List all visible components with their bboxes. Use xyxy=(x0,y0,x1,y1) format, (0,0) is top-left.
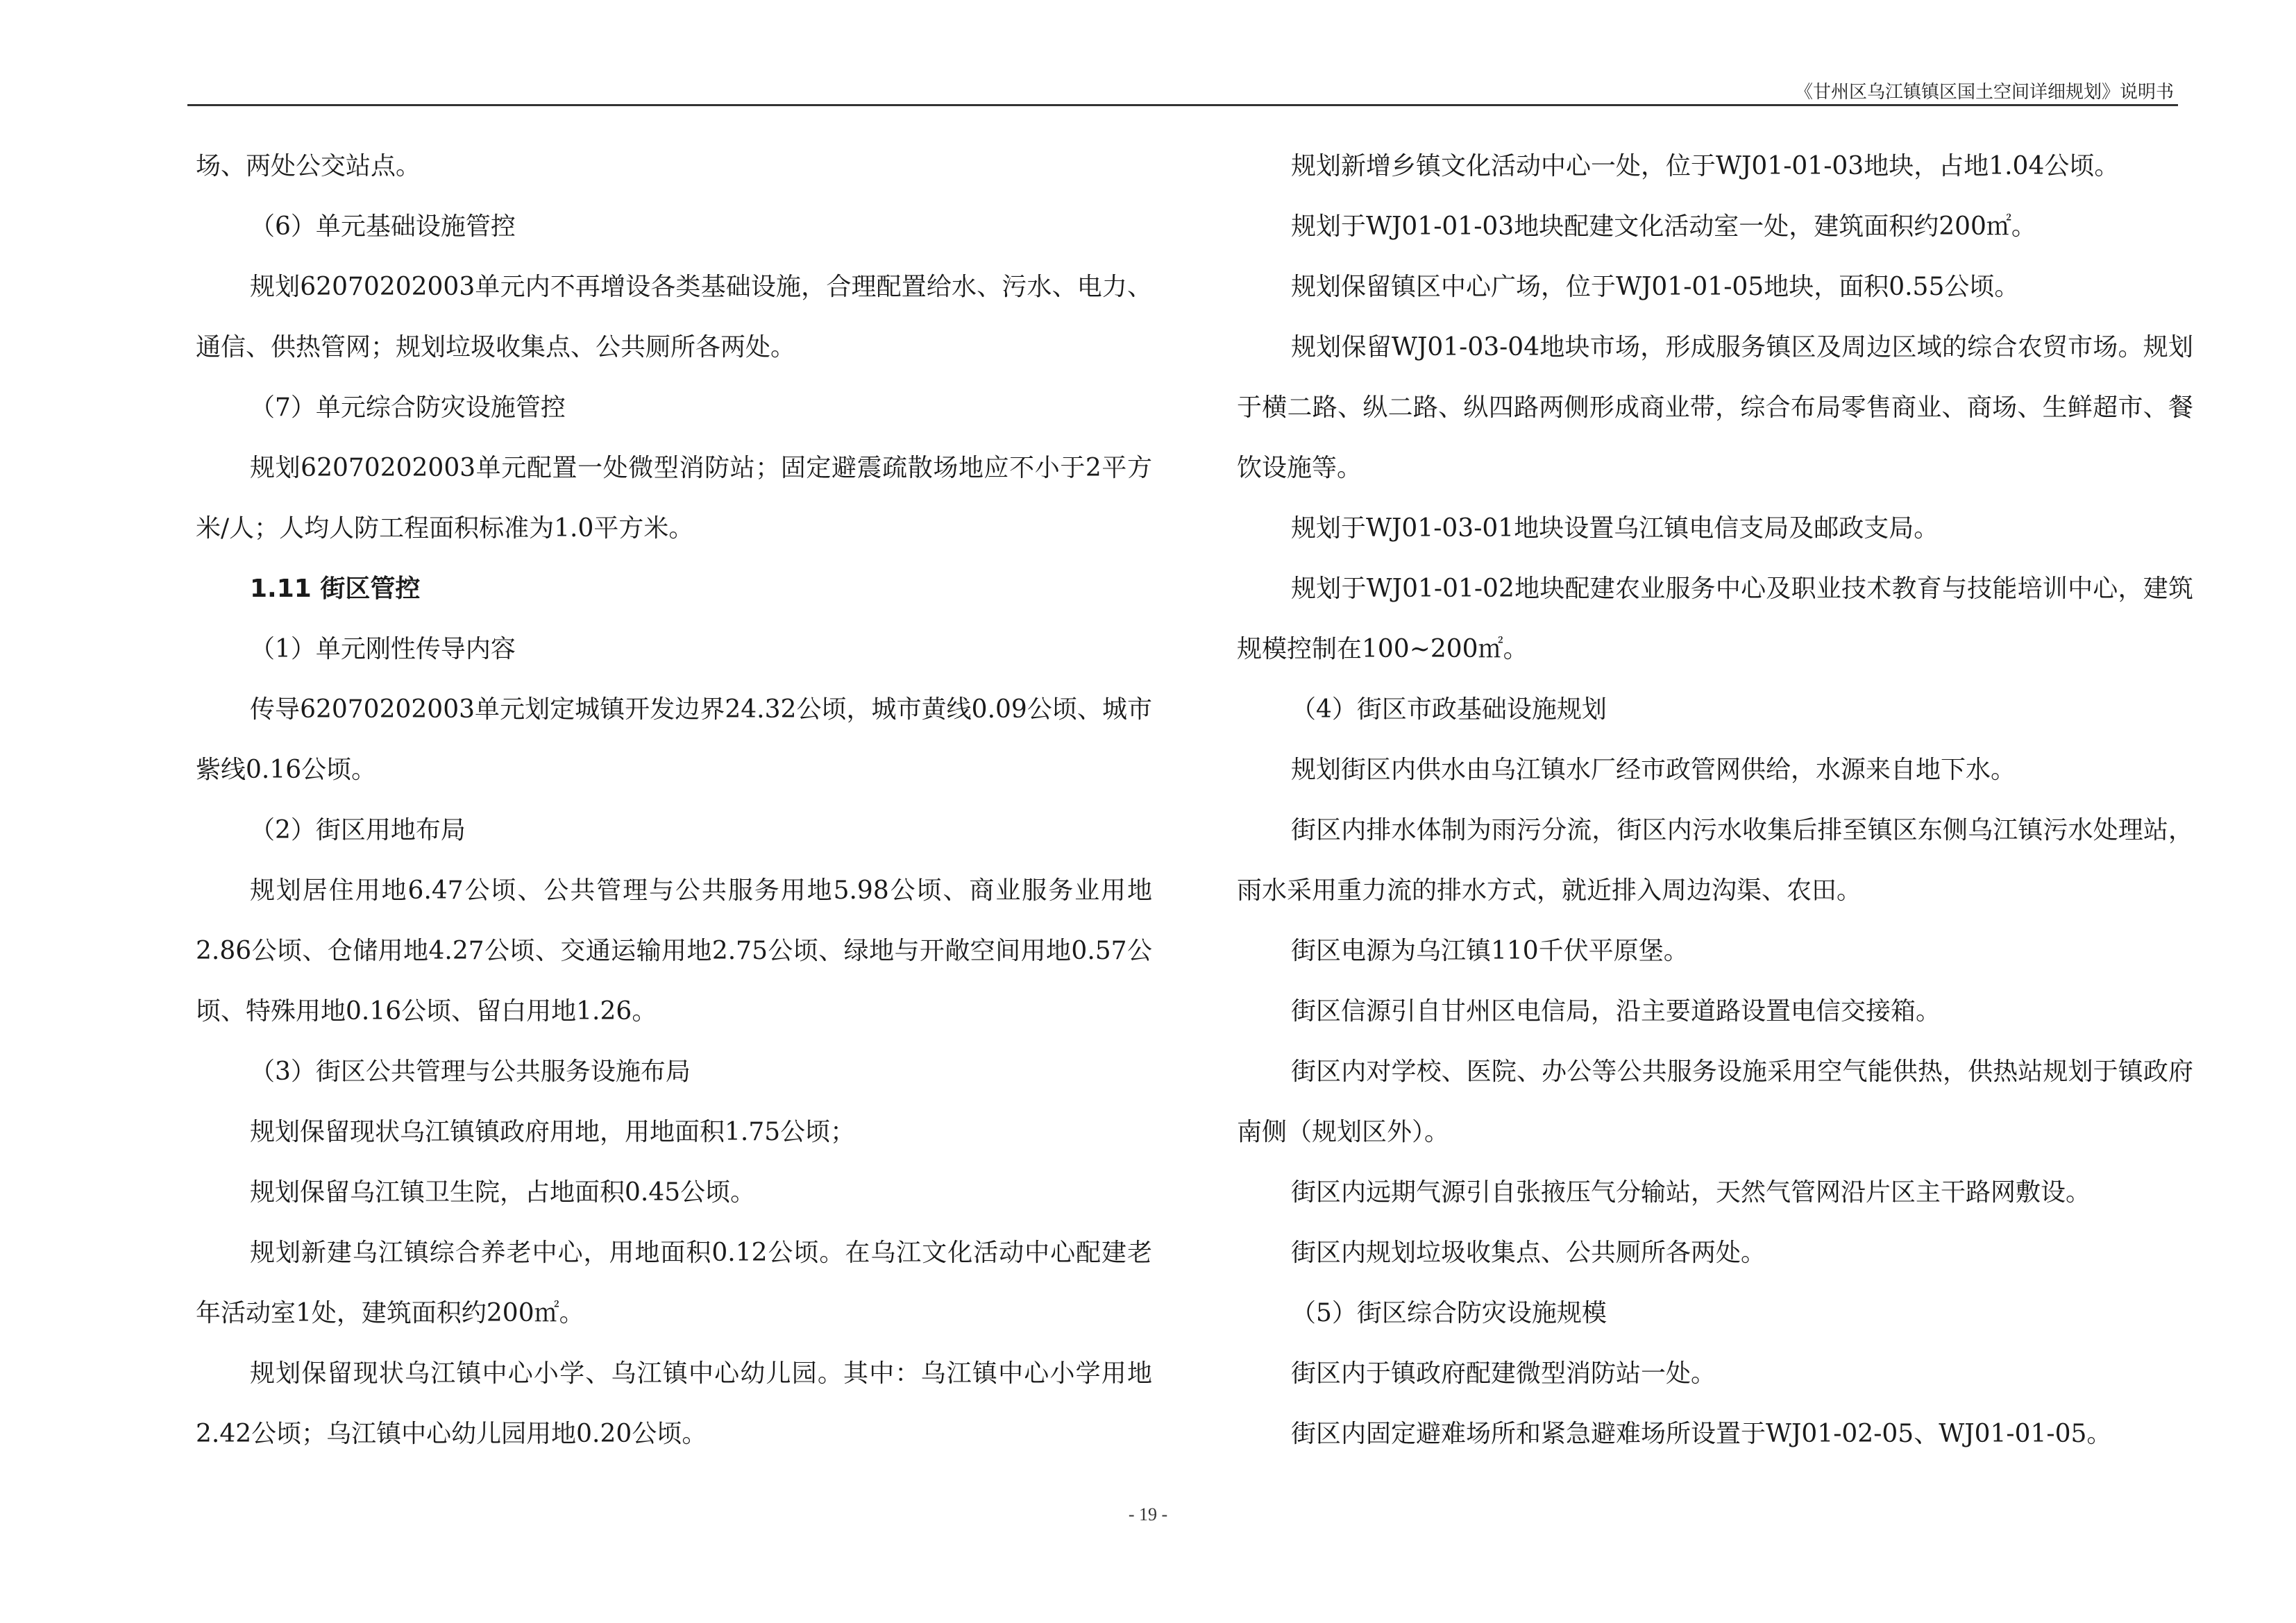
paragraph: 街区内对学校、医院、办公等公共服务设施采用空气能供热，供热站规划于镇政府南侧（规划区外）。 xyxy=(1237,1057,2193,1146)
paragraph: （2）街区用地布局 xyxy=(250,816,466,844)
paragraph: （5）街区综合防灾设施规模 xyxy=(1291,1299,1607,1327)
paragraph: 街区内排水体制为雨污分流，街区内污水收集后排至镇区东侧乌江镇污水处理站，雨水采用重力流的排水方式，就近排入周边沟渠、农田。 xyxy=(1237,816,2193,905)
paragraph: 规划保留镇区中心广场，位于WJ01-01-05地块，面积0.55公顷。 xyxy=(1291,273,2020,301)
paragraph: 规划居住用地6.47公顷、公共管理与公共服务用地5.98公顷、商业服务业用地2.86公顷、仓储用地4.27公顷、交通运输用地2.75公顷、绿地与开敞空间用地0.57公顷、特殊用地0.16公顷、留白用地1.26。 xyxy=(196,876,1152,1026)
paragraph: 规划保留乌江镇卫生院，占地面积0.45公顷。 xyxy=(250,1178,756,1207)
paragraph: 规划保留现状乌江镇中心小学、乌江镇中心幼儿园。其中：乌江镇中心小学用地2.42公顷；乌江镇中心幼儿园用地0.20公顷。 xyxy=(196,1359,1152,1448)
paragraph: 场、两处公交站点。 xyxy=(196,152,421,180)
paragraph: 街区内规划垃圾收集点、公共厕所各两处。 xyxy=(1291,1239,1766,1267)
paragraph: 街区信源引自甘州区电信局，沿主要道路设置电信交接箱。 xyxy=(1291,997,1941,1026)
section-heading: 1.11 街区管控 xyxy=(250,575,421,603)
paragraph: （1）单元刚性传导内容 xyxy=(250,635,516,663)
paragraph: 街区内远期气源引自张掖压气分输站，天然气管网沿片区主干路网敷设。 xyxy=(1291,1178,2091,1207)
document-header-title: 《甘州区乌江镇镇区国土空间详细规划》说明书 xyxy=(1794,82,2174,103)
right-text-column xyxy=(1237,136,2193,1464)
paragraph: 规划于WJ01-01-03地块配建文化活动室一处，建筑面积约200㎡。 xyxy=(1291,212,2036,241)
paragraph: 规划街区内供水由乌江镇水厂经市政管网供给，水源来自地下水。 xyxy=(1291,756,2016,784)
paragraph: 街区内于镇政府配建微型消防站一处。 xyxy=(1291,1359,1716,1388)
paragraph: （3）街区公共管理与公共服务设施布局 xyxy=(250,1057,691,1086)
paragraph: 街区内固定避难场所和紧急避难场所设置于WJ01-02-05、WJ01-01-05。 xyxy=(1291,1420,2112,1448)
paragraph: （4）街区市政基础设施规划 xyxy=(1291,695,1607,724)
paragraph: 规划于WJ01-01-02地块配建农业服务中心及职业技术教育与技能培训中心，建筑规模控制在100~200㎡。 xyxy=(1237,575,2193,663)
left-text-column xyxy=(196,136,1152,1464)
paragraph: 规划于WJ01-03-01地块设置乌江镇电信支局及邮政支局。 xyxy=(1291,514,1939,543)
paragraph: 规划新增乡镇文化活动中心一处，位于WJ01-01-03地块，占地1.04公顷。 xyxy=(1291,152,2120,180)
paragraph: 规划保留现状乌江镇镇政府用地，用地面积1.75公顷； xyxy=(250,1118,856,1146)
paragraph: （7）单元综合防灾设施管控 xyxy=(250,393,566,422)
header-divider xyxy=(187,104,2178,106)
paragraph: （6）单元基础设施管控 xyxy=(250,212,516,241)
page-number: - 19 - xyxy=(1128,1504,1168,1524)
paragraph: 规划62070202003单元内不再增设各类基础设施，合理配置给水、污水、电力、通信、供热管网；规划垃圾收集点、公共厕所各两处。 xyxy=(196,273,1152,362)
paragraph: 规划62070202003单元配置一处微型消防站；固定避震疏散场地应不小于2平方米/人；人均人防工程面积标准为1.0平方米。 xyxy=(196,454,1152,543)
paragraph: 传导62070202003单元划定城镇开发边界24.32公顷，城市黄线0.09公顷、城市紫线0.16公顷。 xyxy=(196,695,1152,784)
paragraph: 街区电源为乌江镇110千伏平原堡。 xyxy=(1291,937,1689,965)
paragraph: 规划新建乌江镇综合养老中心，用地面积0.12公顷。在乌江文化活动中心配建老年活动室1处，建筑面积约200㎡。 xyxy=(196,1239,1152,1327)
paragraph: 规划保留WJ01-03-04地块市场，形成服务镇区及周边区域的综合农贸市场。规划于横二路、纵二路、纵四路两侧形成商业带，综合布局零售商业、商场、生鲜超市、餐饮设施等。 xyxy=(1237,333,2193,482)
